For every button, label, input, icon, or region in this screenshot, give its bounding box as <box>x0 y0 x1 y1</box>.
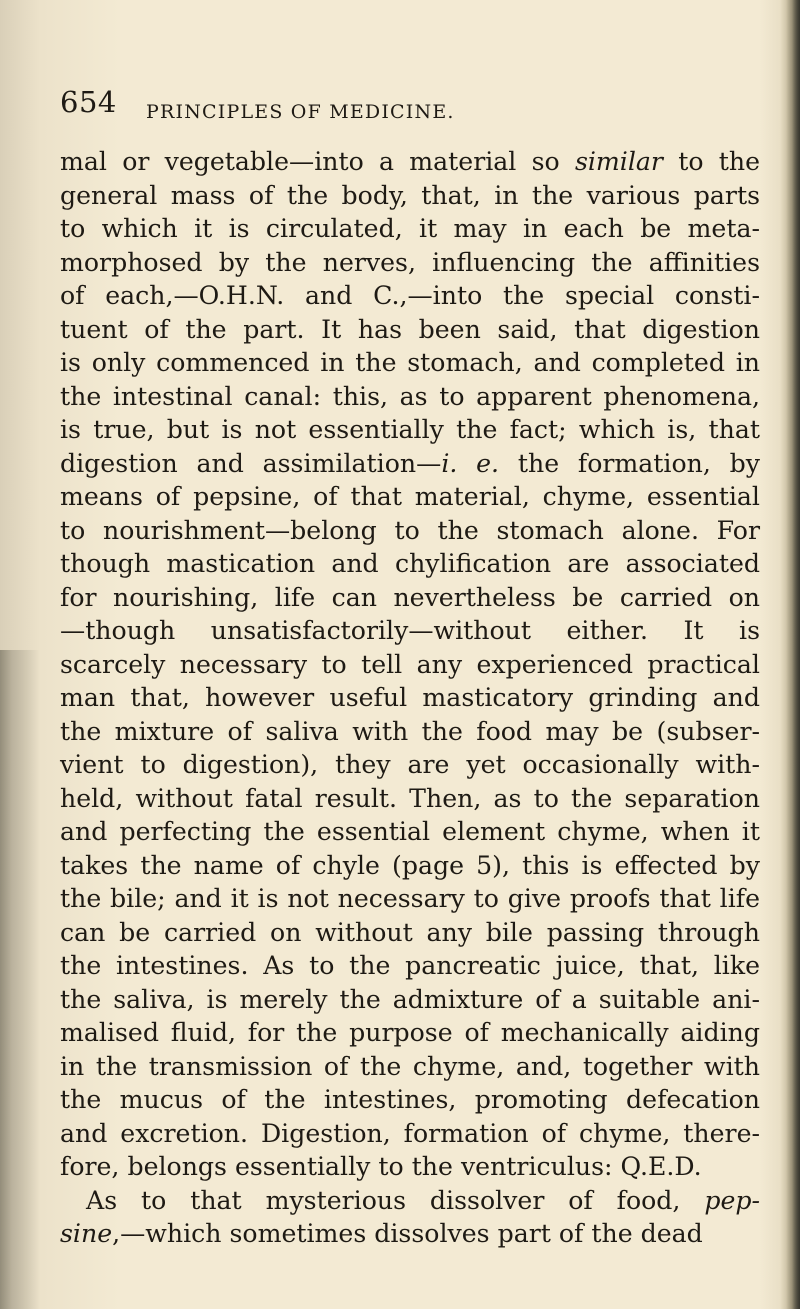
body-text <box>60 145 760 1251</box>
text-line: —though unsatisfactorily—without either. It is <box>60 616 760 645</box>
text-line: general mass of the body, that, in the various parts <box>60 180 760 210</box>
text-line: the intestinal canal: this, as to apparent phenomena, <box>60 381 760 411</box>
text-line: takes the name of chyle (page 5), this is effected by <box>60 850 760 880</box>
text-line: As to that mysterious dissolver of food, pep- <box>86 1185 760 1215</box>
text-line: the intestines. As to the pancreatic juice, that, like <box>60 951 760 980</box>
page-edge-shadow <box>786 0 800 1309</box>
page-header <box>60 85 760 125</box>
text-line: and perfecting the essential element chyme, when it <box>60 817 760 846</box>
binding-shadow <box>0 650 40 1309</box>
text-line: tuent of the part. It has been said, that digestion <box>60 314 760 344</box>
text-line: morphosed by the nerves, influencing the affinities <box>60 247 760 277</box>
running-title: PRINCIPLES OF MEDICINE. <box>146 101 455 123</box>
text-line: held, without fatal result. Then, as to the separation <box>60 783 760 813</box>
italic-term: sine <box>60 1219 113 1248</box>
text-line: to nourishment—belong to the stomach alone. For <box>60 515 760 545</box>
text-line: the mixture of saliva with the food may be (subser- <box>60 716 760 746</box>
text-line: malised fluid, for the purpose of mechanically aiding <box>60 1018 760 1047</box>
text-line: means of pepsine, of that material, chyme, essential <box>60 482 760 511</box>
text-line: and excretion. Digestion, formation of chyme, there- <box>60 1118 760 1148</box>
page-number: 654 <box>60 85 117 119</box>
text-line: scarcely necessary to tell any experienced practical <box>60 649 760 679</box>
italic-term: i. e. <box>441 448 500 478</box>
text-line: is only commenced in the stomach, and completed in <box>60 348 760 377</box>
text-line: of each,—O.H.N. and C.,—into the special consti- <box>60 281 760 310</box>
text-line: to which it is circulated, it may in each be meta- <box>60 214 760 243</box>
text-line: in the transmission of the chyme, and, together with <box>60 1051 760 1081</box>
text-line: the saliva, is merely the admixture of a suitable ani- <box>60 984 760 1014</box>
text-line: sine,—which sometimes dissolves part of the dead <box>60 1219 703 1248</box>
text-line: digestion and assimilation—i. e. the formation, by <box>60 448 761 478</box>
text-line: man that, however useful masticatory grinding and <box>60 683 760 712</box>
text-line: the bile; and it is not necessary to give proofs that life <box>60 884 760 913</box>
text-line: though mastication and chylification are associated <box>60 549 760 578</box>
text-line: mal or vegetable—into a material so similar to the <box>60 147 760 176</box>
text-line: vient to digestion), they are yet occasionally with- <box>60 750 760 779</box>
italic-term: similar <box>574 147 663 176</box>
text-line: is true, but is not essentially the fact; which is, that <box>60 415 760 444</box>
text-line: fore, belongs essentially to the ventriculus: Q.E.D. <box>60 1152 702 1181</box>
text-line: can be carried on without any bile passing through <box>60 917 760 947</box>
italic-term: pep- <box>704 1185 760 1215</box>
text-line: for nourishing, life can nevertheless be carried on <box>60 582 760 612</box>
text-line: the mucus of the intestines, promoting defecation <box>60 1085 760 1114</box>
